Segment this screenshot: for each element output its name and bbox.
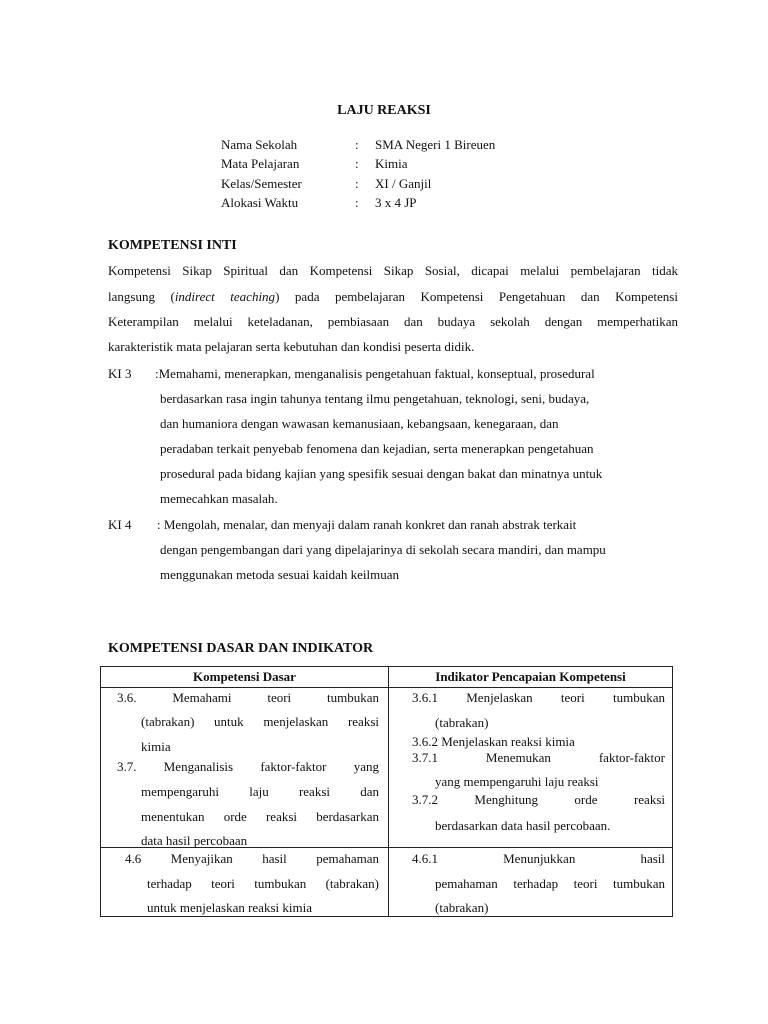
paragraph-line bbox=[108, 290, 678, 303]
cell-line: terhadap teori tumbukan (tabrakan) bbox=[147, 876, 379, 891]
ki3-line: dan humaniora dengan wawasan kemanusiaan, kebangsaan, kenegaraan, dan bbox=[160, 416, 559, 431]
document-title: LAJU REAKSI bbox=[337, 103, 431, 118]
cell-line: pemahaman terhadap teori tumbukan bbox=[435, 876, 665, 891]
ki3-line: memecahkan masalah. bbox=[160, 491, 278, 506]
cell-line: (tabrakan) untuk menjelaskan reaksi bbox=[141, 714, 379, 729]
meta-separator: : bbox=[355, 176, 359, 191]
ki3-label: KI 3 bbox=[108, 366, 132, 381]
cell-line: 4.6.1 Menunjukkan hasil bbox=[412, 851, 665, 866]
paragraph-line: Keterampilan melalui keteladanan, pembiasaan dan budaya sekolah dengan memperhatikan bbox=[108, 314, 678, 329]
meta-separator: : bbox=[355, 137, 359, 152]
ki3-line: prosedural pada bidang kajian yang spesifik sesuai dengan bakat dan minatnya untuk bbox=[160, 466, 603, 481]
ki4-label: KI 4 bbox=[108, 517, 132, 532]
meta-separator: : bbox=[355, 195, 359, 210]
meta-value: 3 x 4 JP bbox=[375, 195, 417, 210]
meta-separator: : bbox=[355, 156, 359, 171]
text-run: langsung ( bbox=[108, 289, 175, 304]
column-header-indikator: Indikator Pencapaian Kompetensi bbox=[389, 667, 673, 688]
ki4-line: : Mengolah, menalar, dan menyaji dalam ranah konkret dan ranah abstrak terkait bbox=[157, 517, 577, 532]
meta-value: SMA Negeri 1 Bireuen bbox=[375, 137, 496, 152]
table-row bbox=[101, 848, 673, 917]
paragraph-line: Kompetensi Sikap Spiritual dan Kompetensi Sikap Sosial, dicapai melalui pembelajaran tidak bbox=[108, 263, 678, 278]
italic-text: indirect teaching bbox=[174, 289, 276, 304]
cell-line: menentukan orde reaksi berdasarkan bbox=[141, 809, 379, 824]
table-cell-indikator bbox=[389, 848, 673, 917]
paragraph-line: karakteristik mata pelajaran serta kebutuhan dan kondisi peserta didik. bbox=[108, 339, 475, 354]
column-header-kompetensi-dasar: Kompetensi Dasar bbox=[101, 667, 389, 688]
ki3-line: berdasarkan rasa ingin tahunya tentang ilmu pengetahuan, teknologi, seni, budaya, bbox=[160, 391, 590, 406]
meta-key: Kelas/Semester bbox=[221, 176, 302, 191]
meta-key: Nama Sekolah bbox=[221, 137, 298, 152]
table-cell-indikator bbox=[389, 688, 673, 848]
cell-line: (tabrakan) bbox=[435, 715, 489, 730]
ki4-line: dengan pengembangan dari yang dipelajarinya di sekolah secara mandiri, dan mampu bbox=[160, 542, 606, 557]
table-row bbox=[101, 688, 673, 848]
ki4-line: menggunakan metoda sesuai kaidah keilmuan bbox=[160, 567, 399, 582]
cell-line: 3.6. Memahami teori tumbukan bbox=[117, 690, 379, 705]
cell-line: 3.6.1 Menjelaskan teori tumbukan bbox=[412, 690, 665, 705]
cell-line: mempengaruhi laju reaksi dan bbox=[141, 784, 379, 799]
cell-line: berdasarkan data hasil percobaan. bbox=[435, 818, 611, 833]
cell-line: yang mempengaruhi laju reaksi bbox=[435, 774, 599, 789]
table-cell-kd bbox=[101, 688, 389, 848]
section-heading-kompetensi-dasar: KOMPETENSI DASAR DAN INDIKATOR bbox=[108, 641, 374, 656]
section-heading-kompetensi-inti: KOMPETENSI INTI bbox=[108, 238, 237, 253]
cell-line: 4.6 Menyajikan hasil pemahaman bbox=[125, 851, 379, 866]
meta-key: Alokasi Waktu bbox=[221, 195, 299, 210]
table-header-row bbox=[101, 667, 673, 688]
kd-indicator-table bbox=[100, 666, 673, 917]
cell-line: untuk menjelaskan reaksi kimia bbox=[147, 900, 312, 915]
cell-line: 3.7.1 Menemukan faktor-faktor bbox=[412, 750, 665, 765]
ki3-line: peradaban terkait penyebab fenomena dan kejadian, serta menerapkan pengetahuan bbox=[160, 441, 594, 456]
cell-line: 3.7. Menganalisis faktor-faktor yang bbox=[117, 759, 379, 774]
cell-line: 3.6.2 Menjelaskan reaksi kimia bbox=[412, 734, 575, 749]
cell-line: 3.7.2 Menghitung orde reaksi bbox=[412, 792, 665, 807]
table-cell-kd bbox=[101, 848, 389, 917]
ki3-line: :Memahami, menerapkan, menganalisis pengetahuan faktual, konseptual, prosedural bbox=[155, 366, 595, 381]
cell-line: (tabrakan) bbox=[435, 900, 489, 915]
cell-line: kimia bbox=[141, 739, 171, 754]
meta-value: Kimia bbox=[375, 156, 408, 171]
text-run: ) pada pembelajaran Kompetensi Pengetahuan dan Kompetensi bbox=[275, 289, 678, 304]
meta-key: Mata Pelajaran bbox=[221, 156, 300, 171]
meta-value: XI / Ganjil bbox=[375, 176, 432, 191]
cell-line: data hasil percobaan bbox=[141, 833, 248, 848]
